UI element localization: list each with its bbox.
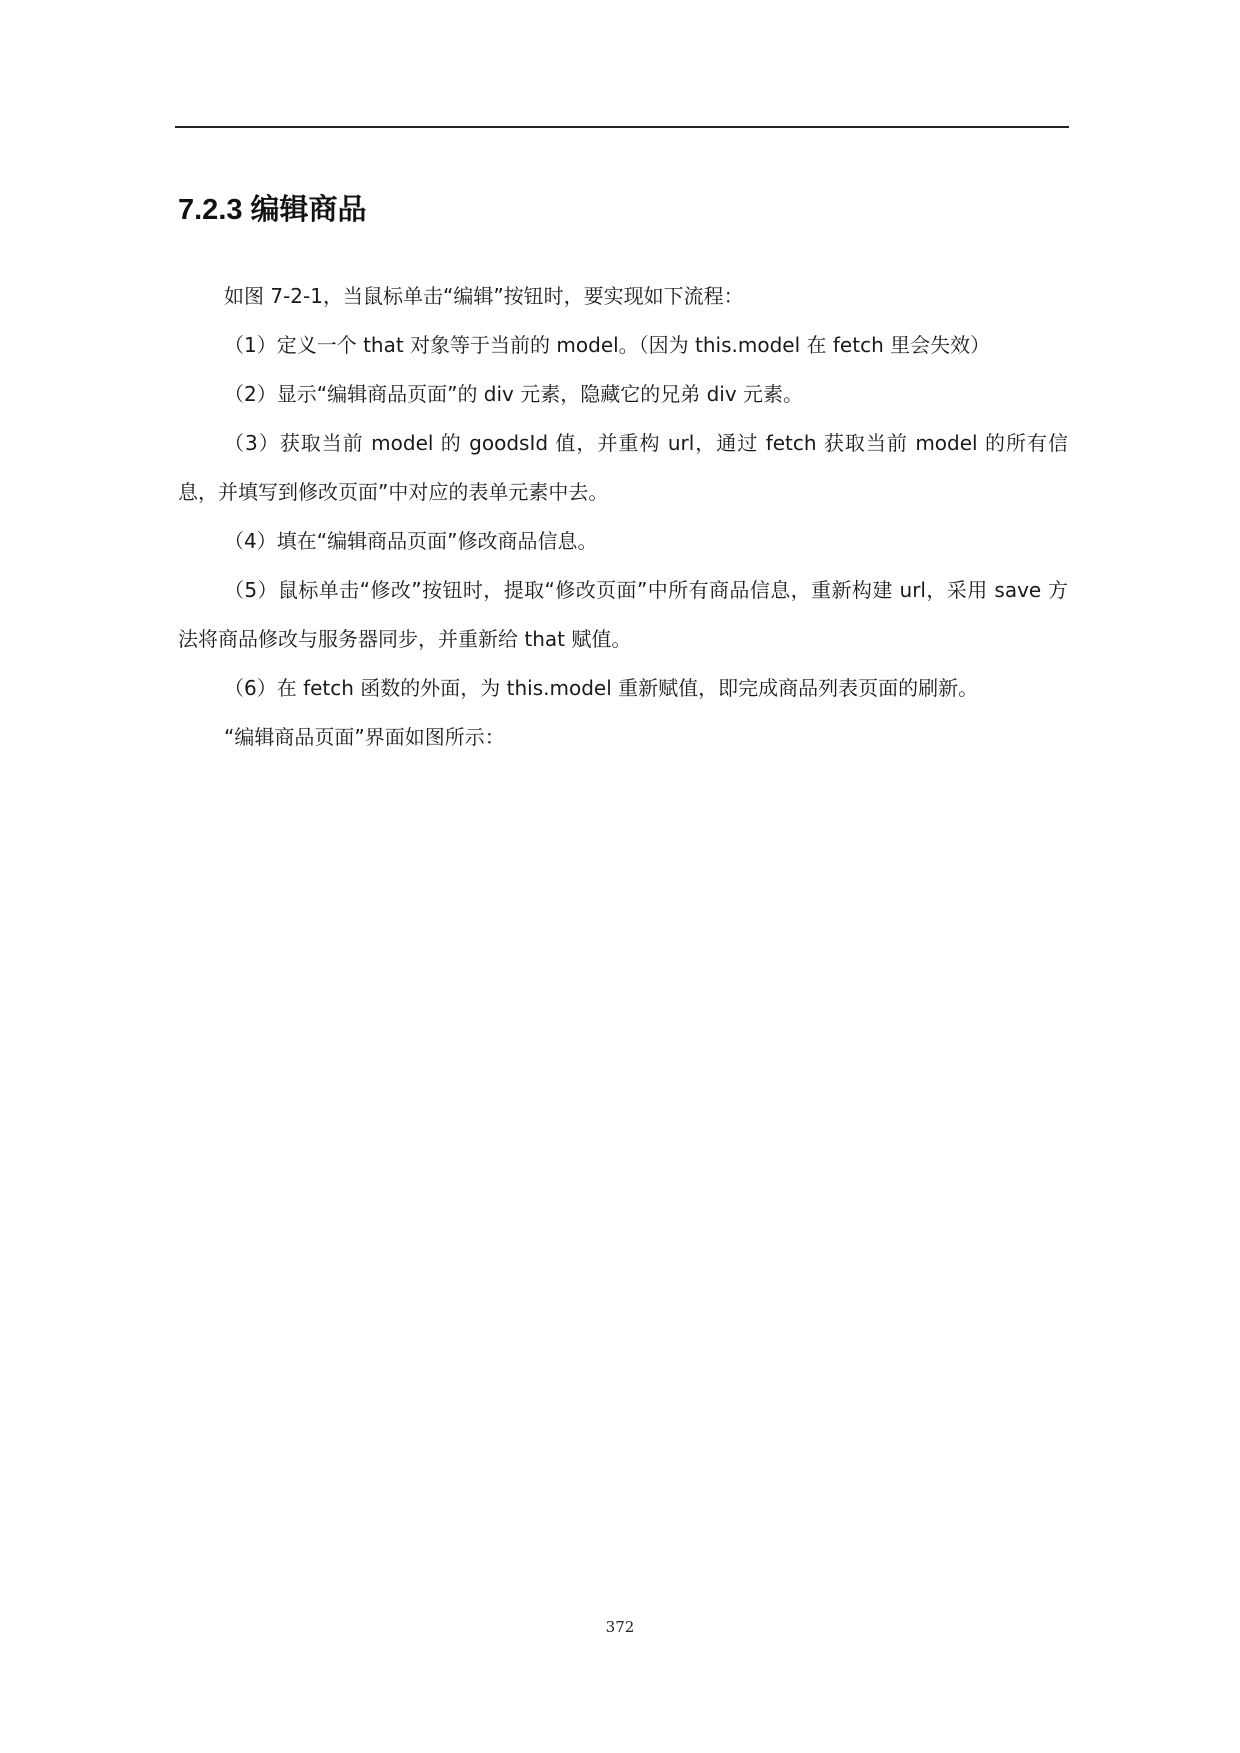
paragraph-figure-caption: “编辑商品页面”界面如图所示：	[224, 725, 505, 749]
paragraph-step-5: （5）鼠标单击“修改”按钮时，提取“修改页面”中所有商品信息，重新构建 url，采用 save 方法将商品修改与服务器同步，并重新给 that 赋值。	[178, 578, 1068, 651]
paragraph-intro: 如图 7-2-1，当鼠标单击“编辑”按钮时，要实现如下流程：	[224, 284, 744, 308]
paragraph-step-3: （3）获取当前 model 的 goodsId 值，并重构 url，通过 fetch 获取当前 model 的所有信息，并填写到修改页面”中对应的表单元素中去。	[178, 431, 1068, 504]
paragraph-step-1: （1）定义一个 that 对象等于当前的 model。（因为 this.model 在 fetch 里会失效）	[224, 333, 991, 357]
paragraph-step-4: （4）填在“编辑商品页面”修改商品信息。	[224, 529, 598, 553]
section-heading: 7.2.3 编辑商品	[178, 194, 367, 226]
body-text	[178, 272, 1068, 762]
page-number: 372	[605, 1618, 635, 1636]
paragraph-step-6: （6）在 fetch 函数的外面，为 this.model 重新赋值，即完成商品列表页面的刷新。	[224, 676, 979, 700]
header-rule	[175, 126, 1069, 128]
paragraph-step-2: （2）显示“编辑商品页面”的 div 元素，隐藏它的兄弟 div 元素。	[224, 382, 804, 406]
